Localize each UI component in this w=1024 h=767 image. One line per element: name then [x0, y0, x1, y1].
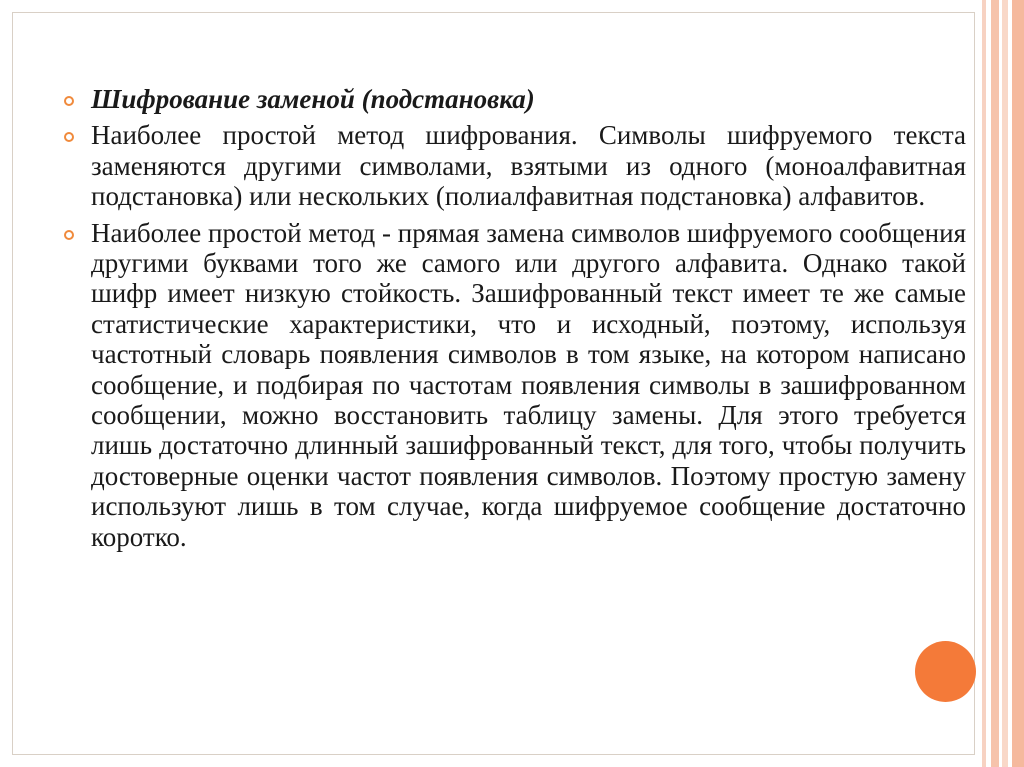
decorative-orange-circle [915, 641, 976, 702]
decorative-stripes [982, 0, 1024, 767]
bullet-item-definition [60, 120, 966, 211]
bullet-text: Наиболее простой метод - прямая замена символов шифруемого сообщения другими буквами того же самого или другого алфавита. Однако такой шифр имеет низкую стойкость. Зашифрованный текст имеет те же самые статистические характеристики, что и исходный, поэтому, используя частотный словарь появления символов в том языке, на котором написано сообщение, и подбирая по частотам появления символы в зашифрованном сообщении, можно восстановить таблицу замены. Для этого требуется лишь достаточно длинный зашифрованный текст, для того, чтобы получить достоверные оценки частот появления символов. Поэтому простую замену используют лишь в том случае, когда шифруемое сообщение достаточно коротко. [91, 217, 966, 552]
bullet-text: Наиболее простой метод шифрования. Символы шифруемого текста заменяются другими символами, взятыми из одного (моноалфавитная подстановка) или нескольких (полиалфавитная подстановка) алфавитов. [91, 120, 966, 212]
bullet-ring-icon [64, 96, 74, 106]
stripe [1012, 0, 1024, 767]
bullet-item-title [60, 84, 966, 114]
stripe [991, 0, 999, 767]
bullet-ring-icon [64, 132, 74, 142]
bullet-item-explanation [60, 218, 966, 552]
slide-content [60, 84, 966, 558]
bullet-ring-icon [64, 230, 74, 240]
bullet-text: Шифрование заменой (подстановка) [91, 84, 535, 114]
